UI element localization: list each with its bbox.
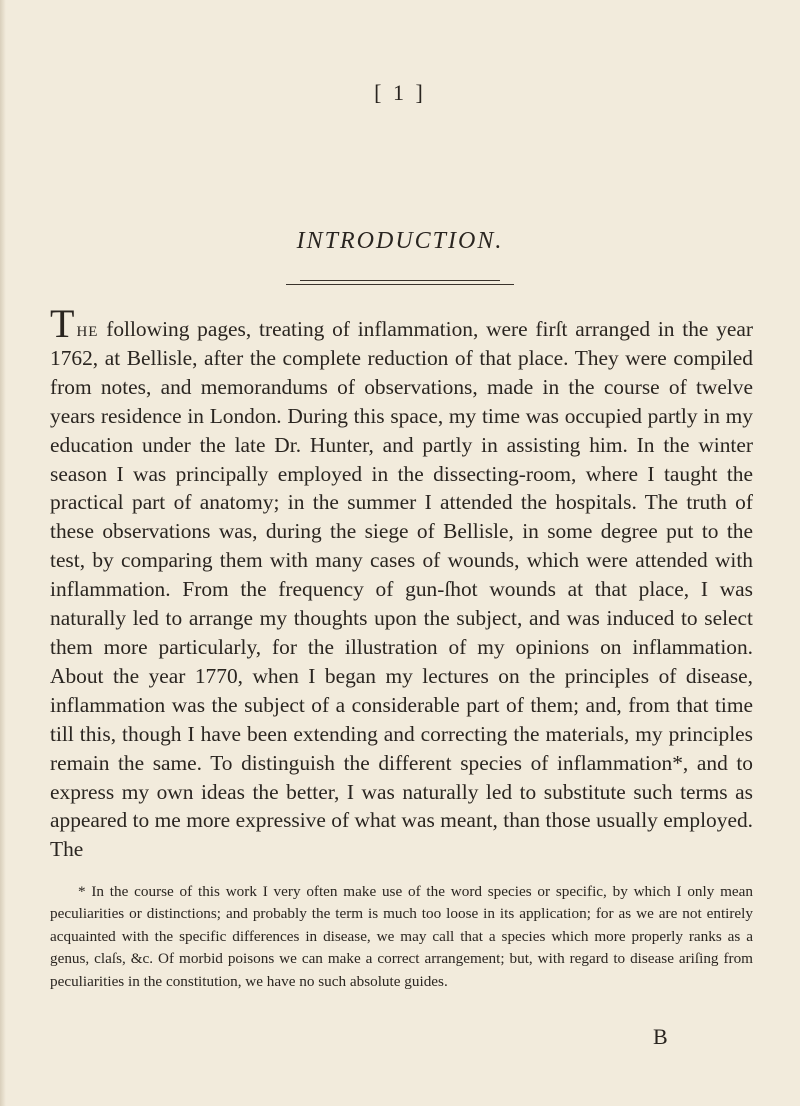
page-number: [ 1 ]	[374, 80, 426, 105]
footnote-text: In the course of this work I very often make use of the word species or specific, by which I only mean peculiarities or distinctions; and probably the term is much too loose in its application; for as we are not entirely acquainted with the specific differences in disease, we may call that a species which more properly ranks as a genus, claſs, &c. Of morbid poisons we can make a correct arrangement; but, with regard to disease ariſing from peculiarities in the constitution, we have no such absolute guides.	[50, 883, 753, 990]
main-text	[50, 301, 753, 864]
title-rule-bottom	[286, 284, 514, 285]
drop-cap: T	[50, 301, 75, 346]
page-edge	[0, 0, 6, 1106]
opening-small-caps: he	[76, 317, 99, 341]
page-title: INTRODUCTION.	[296, 228, 504, 254]
signature-mark: B	[653, 1024, 668, 1049]
title-rule-top	[300, 280, 500, 281]
footnote-mark: *	[78, 883, 86, 900]
footnote	[50, 881, 753, 993]
main-text-body: following pages, treating of inflammation, were firſt arranged in the year 1762, at Bellisle, after the complete reduction of that place. They were compiled from notes, and memorandums of observations, made in the course of twelve years residence in London. During this space, my time was occupied partly in my education under the late Dr. Hunter, and partly in assisting him. In the winter season I was principally employed in the dissecting-room, where I taught the practical part of anatomy; in the summer I attended the hospitals. The truth of these observations was, during the siege of Bellisle, in some degree put to the test, by comparing them with many cases of wounds, which were attended with inflammation. From the frequency of gun-ſhot wounds at that place, I was naturally led to arrange my thoughts upon the subject, and was induced to select them more particularly, for the illustration of my opinions on inflammation. About the year 1770, when I began my lectures on the principles of disease, inflammation was the subject of a considerable part of them; and, from that time till this, though I have been extending and correcting the materials, my principles remain the same. To distinguish the different species of inflammation*, and to express my own ideas the better, I was naturally led to substitute such terms as appeared to me more expressive of what was meant, than those usually employed. The	[50, 317, 753, 862]
